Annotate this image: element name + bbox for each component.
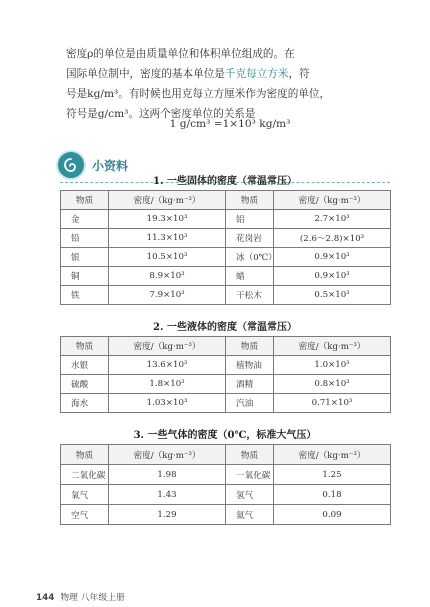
note-title: 小资料 (92, 158, 129, 173)
table-row (61, 465, 391, 485)
intro-line-2 (66, 64, 396, 84)
substance-cell: 氧气 (61, 485, 109, 505)
table-row (61, 248, 391, 267)
table-row (61, 485, 391, 505)
substance-cell: 氢气 (226, 485, 274, 505)
intro-line-2-end: ，符 (288, 68, 310, 80)
density-cell: 8.9×10³ (109, 267, 226, 286)
substance-cell: 银 (61, 248, 109, 267)
density-cell: 2.7×10³ (274, 210, 391, 229)
density-cell: (2.6～2.8)×10³ (274, 229, 391, 248)
unit-relation-formula: 1 g/cm³ =1×10³ kg/m³ (169, 118, 291, 130)
substance-cell: 铁 (61, 286, 109, 305)
header-cell: 物质 (61, 445, 109, 465)
density-cell: 0.9×10³ (274, 267, 391, 286)
substance-cell: 蜡 (226, 267, 274, 286)
density-cell: 13.6×10³ (109, 356, 226, 375)
liquid-density-table (60, 336, 391, 413)
table-header-row (61, 337, 391, 356)
density-cell: 1.0×10³ (274, 356, 391, 375)
liquid-table-caption: 2. 一些液体的密度（常温常压） (153, 322, 297, 333)
intro-line-1: 密度ρ的单位是由质量单位和体积单位组成的。在 (66, 48, 295, 60)
header-cell: 物质 (61, 337, 109, 356)
header-cell: 密度/（kg·m⁻³） (274, 191, 391, 210)
table-row (61, 505, 391, 525)
density-cell: 1.29 (109, 505, 226, 525)
density-cell: 0.09 (274, 505, 391, 525)
header-cell: 密度/（kg·m⁻³） (274, 337, 391, 356)
density-cell: 11.3×10³ (109, 229, 226, 248)
table-row (61, 210, 391, 229)
substance-cell: 花岗岩 (226, 229, 274, 248)
density-cell: 1.8×10³ (109, 375, 226, 394)
header-cell: 密度/（kg·m⁻³） (109, 445, 226, 465)
header-cell: 物质 (226, 191, 274, 210)
substance-cell: 水银 (61, 356, 109, 375)
table-header-row (61, 445, 391, 465)
substance-cell: 金 (61, 210, 109, 229)
gas-density-table (60, 444, 391, 525)
density-cell: 1.43 (109, 485, 226, 505)
substance-cell: 酒精 (226, 375, 274, 394)
substance-cell: 铜 (61, 267, 109, 286)
density-cell: 0.71×10³ (274, 394, 391, 413)
unit-highlight: 千克每立方米 (224, 68, 289, 80)
density-cell: 1.98 (109, 465, 226, 485)
header-cell: 物质 (226, 337, 274, 356)
substance-cell: 一氧化碳 (226, 465, 274, 485)
density-cell: 7.9×10³ (109, 286, 226, 305)
substance-cell: 空气 (61, 505, 109, 525)
density-cell: 19.3×10³ (109, 210, 226, 229)
substance-cell: 铝 (226, 210, 274, 229)
header-cell: 物质 (61, 191, 109, 210)
table-row (61, 267, 391, 286)
substance-cell: 二氧化碳 (61, 465, 109, 485)
substance-cell: 植物油 (226, 356, 274, 375)
substance-cell: 冰（0℃） (226, 248, 274, 267)
header-cell: 物质 (226, 445, 274, 465)
substance-cell: 铅 (61, 229, 109, 248)
page-number: 144 (36, 593, 55, 603)
book-title: 物理 八年级上册 (60, 593, 125, 603)
page-footer (36, 590, 125, 603)
header-cell: 密度/（kg·m⁻³） (274, 445, 391, 465)
substance-cell: 氦气 (226, 505, 274, 525)
density-cell: 0.18 (274, 485, 391, 505)
density-cell: 1.25 (274, 465, 391, 485)
table-row (61, 356, 391, 375)
intro-line-4: 符号是g/cm³。这两个密度单位的关系是 (66, 108, 256, 120)
table-row (61, 394, 391, 413)
table-header-row (61, 191, 391, 210)
density-cell: 0.5×10³ (274, 286, 391, 305)
intro-line-2-start: 国际单位制中，密度的基本单位是 (66, 68, 225, 80)
table-row (61, 229, 391, 248)
density-cell: 1.03×10³ (109, 394, 226, 413)
substance-cell: 海水 (61, 394, 109, 413)
density-cell: 0.9×10³ (274, 248, 391, 267)
substance-cell: 干松木 (226, 286, 274, 305)
substance-cell: 汽油 (226, 394, 274, 413)
gas-table-caption: 3. 一些气体的密度（0℃，标准大气压） (133, 430, 317, 441)
header-cell: 密度/（kg·m⁻³） (109, 191, 226, 210)
intro-line-3: 号是kg/m³。有时候也用克每立方厘米作为密度的单位， (66, 88, 331, 100)
intro-paragraph (66, 44, 396, 124)
table-row (61, 375, 391, 394)
table-row (61, 286, 391, 305)
density-cell: 0.8×10³ (274, 375, 391, 394)
solid-density-table (60, 190, 391, 305)
solid-table-caption: 1. 一些固体的密度（常温常压） (153, 176, 297, 187)
header-cell: 密度/（kg·m⁻³） (109, 337, 226, 356)
substance-cell: 硫酸 (61, 375, 109, 394)
density-cell: 10.5×10³ (109, 248, 226, 267)
info-swirl-icon (63, 157, 79, 173)
